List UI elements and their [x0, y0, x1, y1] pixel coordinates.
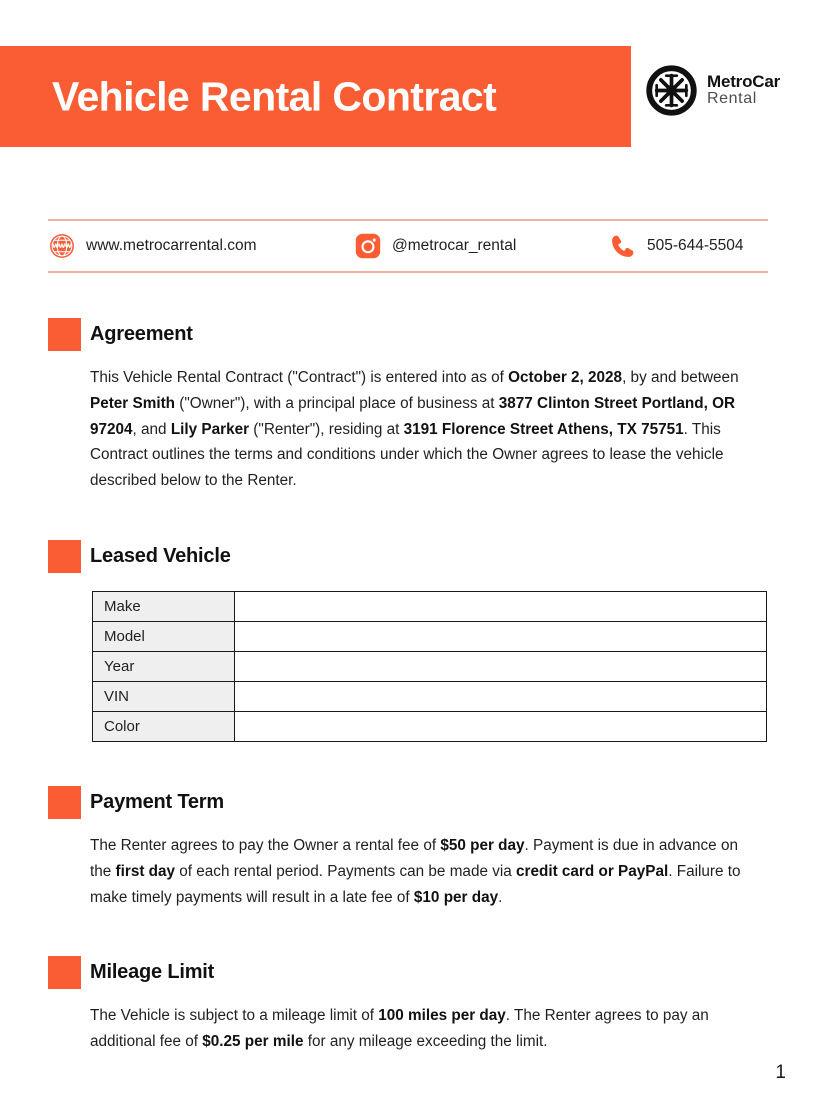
plain-text: . Failure to make timely payments will result in a late fee of — [90, 862, 741, 906]
plain-text: . Payment is due in advance on the — [90, 837, 738, 880]
table-row — [93, 592, 767, 622]
leased-vehicle-table — [92, 591, 767, 742]
section-leased-vehicle — [48, 540, 768, 742]
contact-website-text: www.metrocarrental.com — [86, 237, 257, 254]
plain-text: . The Renter agrees to pay an additional fee of — [90, 1007, 709, 1050]
emphasized-text: 3191 Florence Street Athens, TX 75751 — [403, 420, 684, 438]
plain-text: , by and between — [622, 369, 739, 386]
brand-logo — [645, 64, 780, 117]
page-title: Vehicle Rental Contract — [52, 73, 497, 119]
brand-name-primary: MetroCar — [707, 72, 781, 92]
contact-row — [48, 221, 768, 271]
table-row — [93, 682, 767, 712]
plain-text: ("Owner"), with a principal place of business at — [175, 394, 499, 412]
table-row — [93, 622, 767, 652]
table-row-value[interactable] — [235, 682, 767, 712]
emphasized-text: $10 per day — [413, 888, 499, 906]
page-number: 1 — [775, 1062, 786, 1083]
section-marker-square — [48, 786, 81, 819]
section-payment-term-text — [90, 833, 754, 910]
table-row-label: Year — [93, 652, 235, 682]
contact-bar — [48, 219, 768, 273]
table-row — [93, 712, 767, 742]
section-mileage-limit-header — [48, 956, 768, 989]
emphasized-text: $50 per day — [440, 837, 525, 854]
brand-wordmark — [707, 73, 780, 108]
plain-text: ("Renter"), residing at — [249, 420, 404, 438]
plain-text: The Renter agrees to pay the Owner a rental fee of — [90, 837, 441, 854]
contact-bottom-divider — [48, 271, 768, 273]
table-row-value[interactable] — [235, 712, 767, 742]
table-row-value[interactable] — [235, 652, 767, 682]
plain-text: This Vehicle Rental Contract ("Contract") is entered into as of — [90, 369, 509, 386]
contact-instagram[interactable] — [354, 233, 609, 260]
table-row-label: Make — [93, 592, 235, 622]
table-row-label: Model — [93, 622, 235, 652]
plain-text: The Vehicle is subject to a mileage limit of — [90, 1007, 379, 1024]
section-payment-term — [48, 786, 768, 910]
section-agreement — [48, 318, 768, 494]
wheel-logo-icon — [645, 64, 698, 117]
brand-name-secondary: Rental — [707, 90, 757, 108]
section-marker-square — [48, 956, 81, 989]
section-payment-term-title: Payment Term — [90, 791, 224, 813]
table-row-label: VIN — [93, 682, 235, 712]
section-mileage-limit-text — [90, 1003, 754, 1055]
document-header — [0, 46, 816, 147]
phone-icon — [609, 233, 636, 260]
contact-website[interactable] — [48, 233, 354, 260]
plain-text: . — [498, 888, 503, 906]
instagram-icon — [354, 233, 381, 260]
table-row-value[interactable] — [235, 592, 767, 622]
emphasized-text: 100 miles per day — [378, 1007, 506, 1024]
emphasized-text: October 2, 2028 — [508, 369, 623, 386]
globe-www-icon — [48, 233, 75, 260]
emphasized-text: 3877 Clinton Street Portland, OR 97204 — [90, 394, 736, 438]
section-leased-vehicle-header — [48, 540, 768, 573]
emphasized-text: Peter Smith — [90, 394, 176, 412]
section-payment-term-header — [48, 786, 768, 819]
plain-text: for any mileage exceeding the limit. — [303, 1032, 548, 1050]
emphasized-text: credit card or PayPal — [516, 862, 669, 880]
section-agreement-header — [48, 318, 768, 351]
table-row-value[interactable] — [235, 622, 767, 652]
plain-text: , and — [132, 420, 171, 438]
section-mileage-limit-title: Mileage Limit — [90, 961, 215, 983]
section-mileage-limit — [48, 956, 768, 1055]
table-row-label: Color — [93, 712, 235, 742]
section-marker-square — [48, 318, 81, 351]
svg-text:WWW: WWW — [51, 243, 72, 251]
section-marker-square — [48, 540, 81, 573]
table-row — [93, 652, 767, 682]
contact-phone[interactable] — [609, 233, 768, 260]
emphasized-text: $0.25 per mile — [202, 1032, 304, 1050]
section-agreement-title: Agreement — [90, 323, 193, 345]
emphasized-text: first day — [115, 862, 176, 880]
section-leased-vehicle-title: Leased Vehicle — [90, 545, 231, 567]
emphasized-text: Lily Parker — [170, 420, 250, 438]
section-agreement-text — [90, 365, 754, 494]
plain-text: of each rental period. Payments can be made via — [175, 862, 517, 880]
contact-phone-text: 505-644-5504 — [647, 237, 744, 254]
contact-instagram-text: @metrocar_rental — [392, 237, 517, 254]
leased-vehicle-table-body — [93, 592, 767, 742]
plain-text: . This Contract outlines the terms and conditions under which the Owner agrees to lease the vehicle described below to the Renter. — [90, 420, 724, 490]
